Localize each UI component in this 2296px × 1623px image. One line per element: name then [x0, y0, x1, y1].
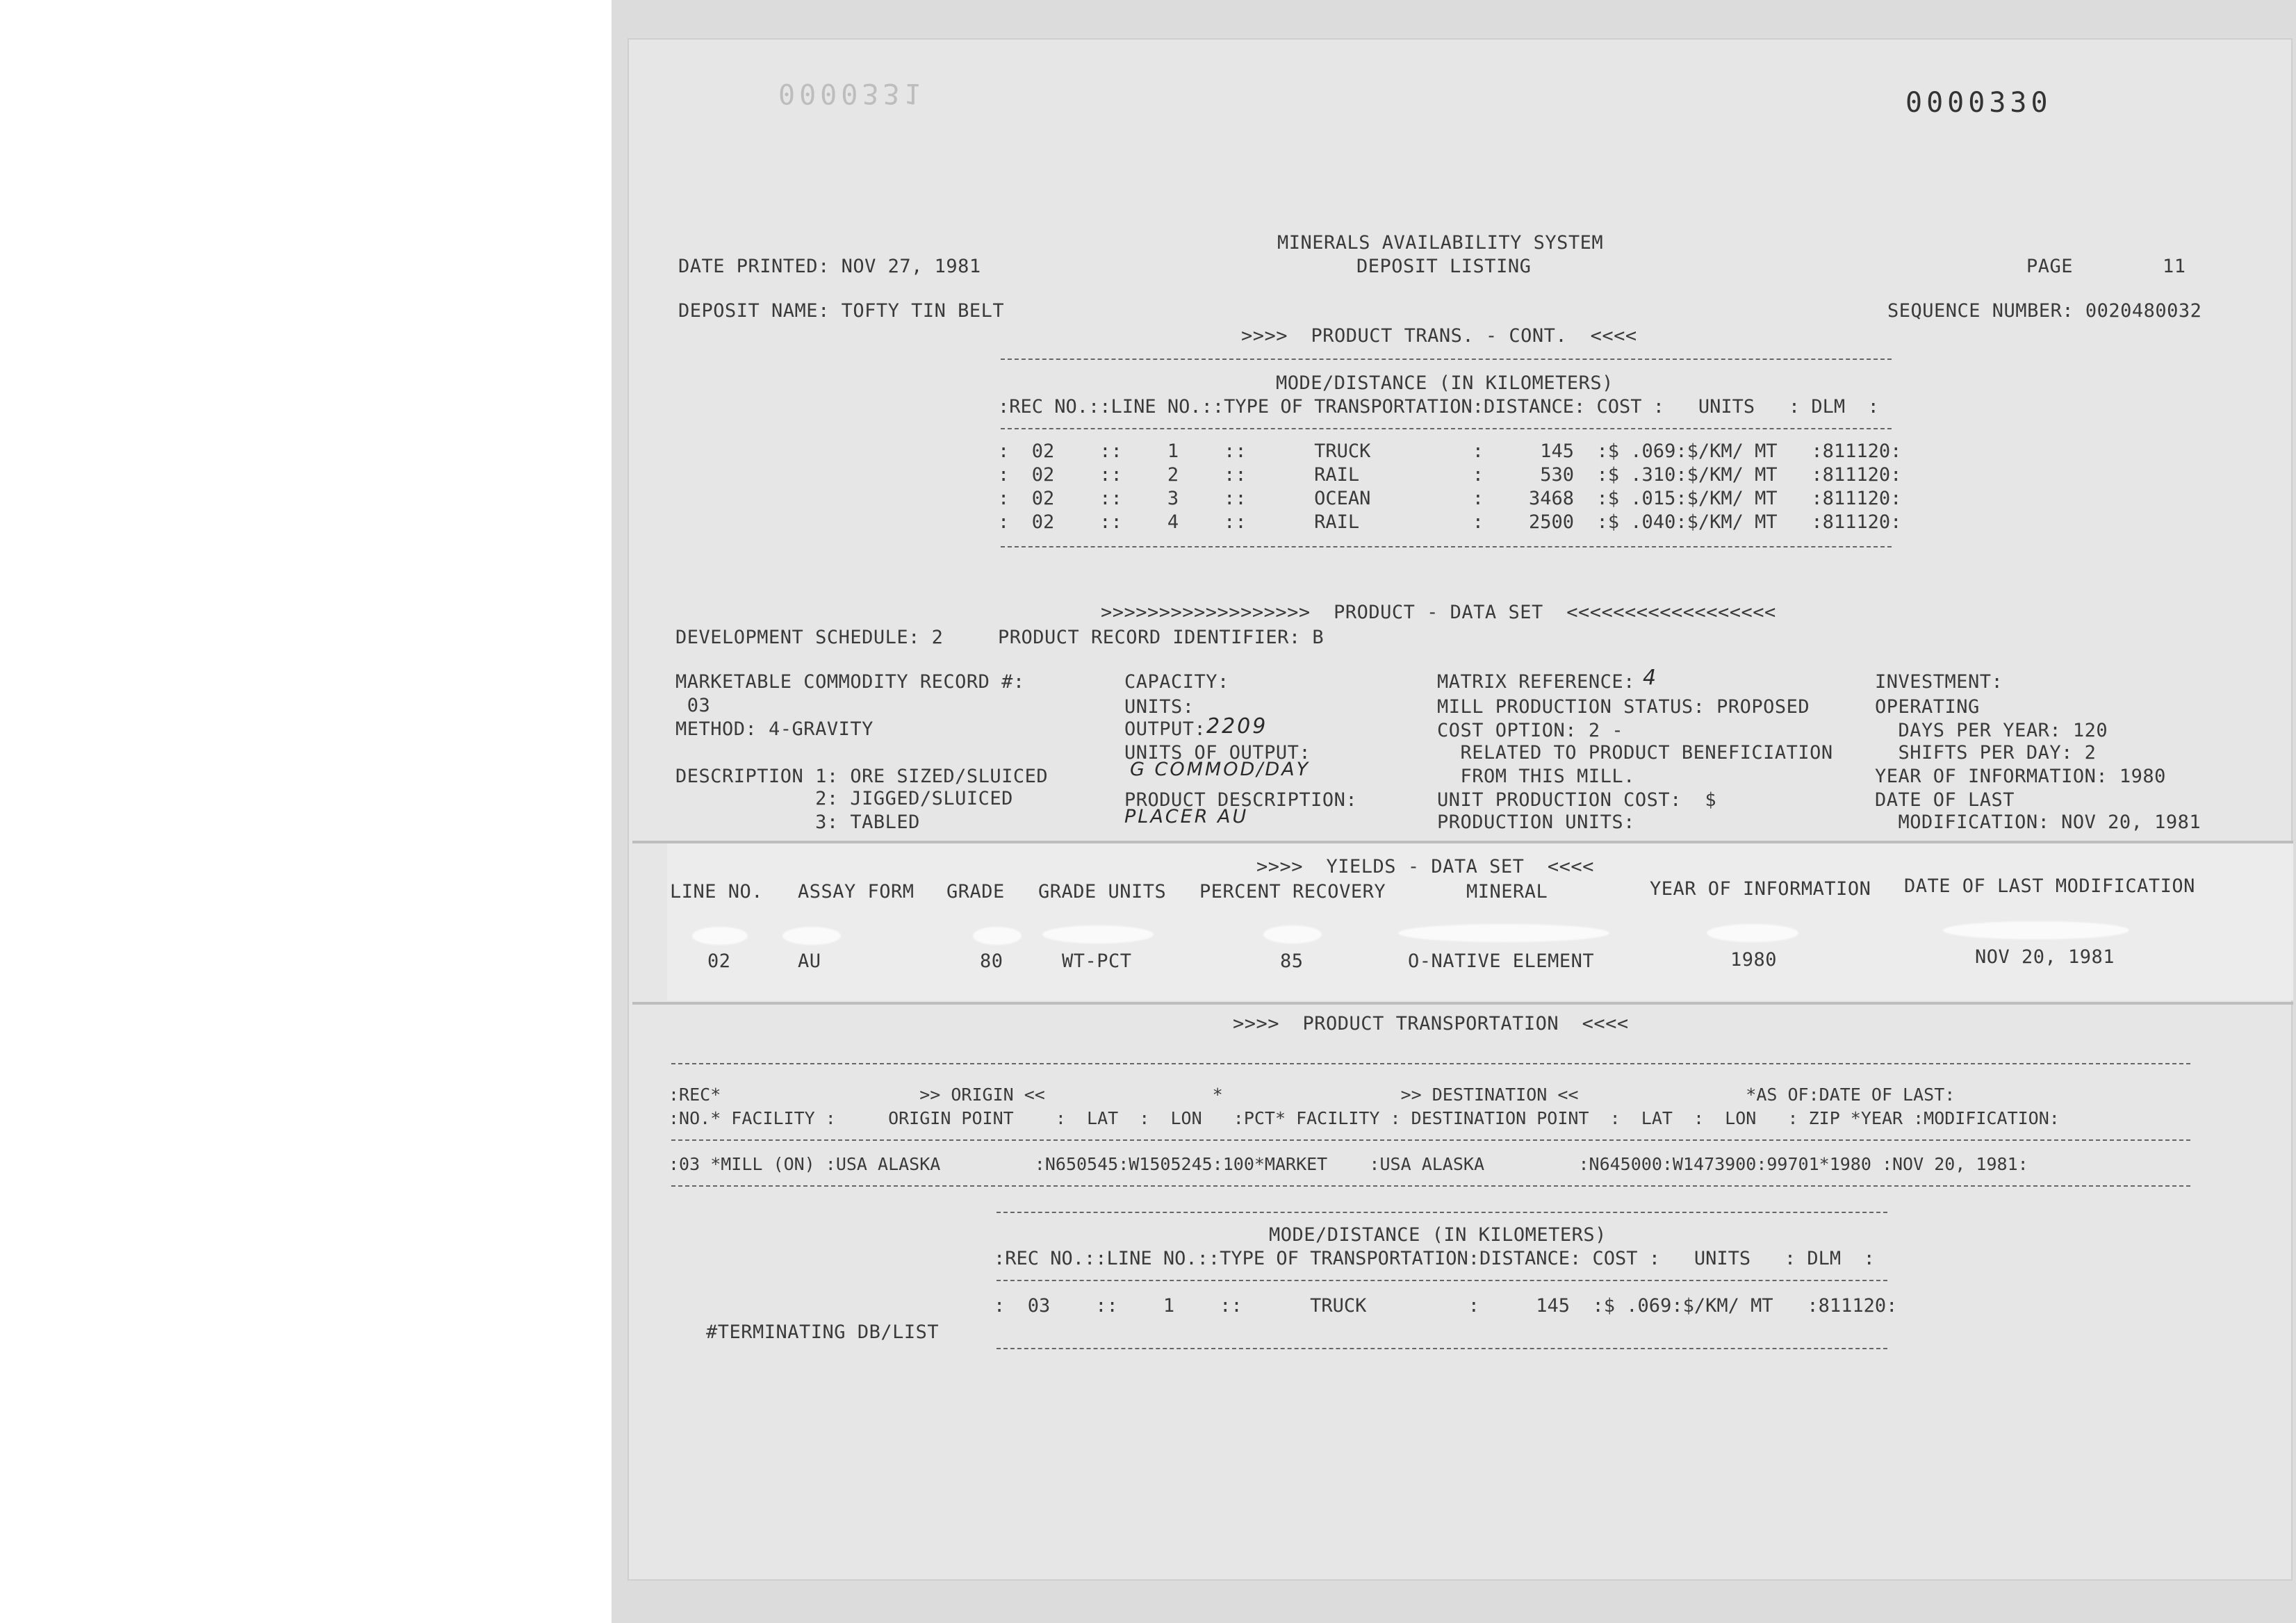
fold-line-lower — [632, 1002, 2293, 1005]
trans-cont-mode-title: MODE/DISTANCE (IN KILOMETERS) — [1276, 372, 1614, 394]
yields-header-percent-recovery: PERCENT RECOVERY — [1199, 881, 1386, 903]
product-col4-line: MODIFICATION: NOV 20, 1981 — [1875, 812, 2201, 833]
yields-date: NOV 20, 1981 — [1975, 946, 2115, 968]
correction-blot — [1398, 924, 1609, 942]
correction-blot — [1263, 925, 1322, 944]
yields-header-date: DATE OF LAST MODIFICATION — [1904, 875, 2195, 897]
product-col1-line: 2: JIGGED/SLUICED — [675, 788, 1013, 809]
transport-header-1: :REC* >> ORIGIN << * >> DESTINATION << *AS OF:DATE OF LAST: — [669, 1085, 1955, 1105]
yields-percent-recovery: 85 — [1280, 950, 1304, 972]
product-col1-line: MARKETABLE COMMODITY RECORD #: — [675, 671, 1025, 693]
table-row: : 03 :: 1 :: TRUCK : 145 :$ .069:$/KM/ MT :811120: — [994, 1295, 1898, 1317]
yields-grade: 80 — [980, 950, 1003, 972]
yields-header-grade: GRADE — [946, 881, 1005, 903]
listing-title: DEPOSIT LISTING — [1356, 256, 1532, 277]
page-number: 11 — [2163, 256, 2186, 277]
product-col4-line: INVESTMENT: — [1875, 671, 2003, 693]
trans-cont-title: >>>> PRODUCT TRANS. - CONT. <<<< — [1241, 325, 1637, 347]
product-col2-line: UNITS: — [1124, 696, 1195, 718]
product-record-identifier: PRODUCT RECORD IDENTIFIER: B — [998, 627, 1325, 648]
trans-cont-border-mid — [1001, 428, 1892, 429]
product-col2-line: CAPACITY: — [1124, 671, 1229, 693]
document-stamp-number: 0000330 — [1905, 87, 2052, 119]
correction-blot — [1707, 924, 1798, 942]
transport-border-bottom — [671, 1185, 2190, 1187]
yields-year: 1980 — [1730, 949, 1778, 971]
yields-header-grade-units: GRADE UNITS — [1038, 881, 1167, 903]
product-col1-line: 03 — [675, 695, 711, 716]
yields-header-line-no: LINE NO. — [670, 881, 764, 903]
handwritten-product-description: PLACER AU — [1124, 806, 1249, 827]
product-data-set-title: >>>>>>>>>>>>>>>>>> PRODUCT - DATA SET <<<<<<<<<<<<<<<<<< — [1101, 602, 1776, 623]
product-col2-line: UNITS OF OUTPUT: — [1124, 742, 1311, 764]
product-col3-line: FROM THIS MILL. — [1437, 766, 1635, 787]
handwritten-units-of-output: G COMMOD/DAY — [1130, 759, 1311, 780]
transport-header-2: :NO.* FACILITY : ORIGIN POINT : LAT : LON :PCT* FACILITY : DESTINATION POINT : LAT : LON : ZIP *YEAR :MODIFICATION: — [669, 1108, 2060, 1128]
mode-title: MODE/DISTANCE (IN KILOMETERS) — [1269, 1224, 1607, 1246]
yields-assay-form: AU — [798, 950, 821, 972]
sequence-number: SEQUENCE NUMBER: 0020480032 — [1887, 300, 2202, 322]
product-col1-line: METHOD: 4-GRAVITY — [675, 718, 874, 740]
table-row: : 02 :: 2 :: RAIL : 530 :$ .310:$/KM/ MT :811120: — [998, 464, 1902, 486]
table-row: : 02 :: 4 :: RAIL : 2500 :$ .040:$/KM/ MT :811120: — [998, 511, 1902, 533]
product-col1-line: 3: TABLED — [675, 812, 920, 833]
product-transportation-title: >>>> PRODUCT TRANSPORTATION <<<< — [1233, 1013, 1629, 1035]
mode-border-top — [997, 1212, 1887, 1213]
product-col2-line: OUTPUT: — [1124, 718, 1206, 740]
trans-cont-border-top — [1001, 359, 1892, 360]
product-col4-line: YEAR OF INFORMATION: 1980 — [1875, 766, 2166, 787]
correction-blot — [692, 927, 748, 945]
correction-blot — [973, 927, 1022, 945]
correction-blot — [782, 927, 841, 945]
fold-line-upper — [632, 841, 2293, 843]
transport-border-mid — [671, 1139, 2190, 1141]
yields-header-year: YEAR OF INFORMATION — [1650, 878, 1871, 900]
correction-blot — [1943, 921, 2129, 939]
deposit-name: DEPOSIT NAME: TOFTY TIN BELT — [678, 300, 1005, 322]
system-title: MINERALS AVAILABILITY SYSTEM — [1277, 232, 1604, 254]
yields-title: >>>> YIELDS - DATA SET <<<< — [1256, 856, 1594, 878]
faint-stamp-number: 0000331 — [778, 77, 925, 109]
transport-border-top — [671, 1063, 2190, 1064]
yields-grade-units: WT-PCT — [1062, 950, 1132, 972]
date-printed: DATE PRINTED: NOV 27, 1981 — [678, 256, 981, 277]
table-row: :03 *MILL (ON) :USA ALASKA :N650545:W1505245:100*MARKET :USA ALASKA :N645000:W1473900:99701*1980 :NOV 20, 1981: — [669, 1154, 2028, 1174]
yields-line-no: 02 — [707, 950, 731, 972]
correction-blot — [1042, 925, 1154, 944]
yields-header-mineral: MINERAL — [1466, 881, 1548, 903]
yields-header-assay-form: ASSAY FORM — [798, 881, 915, 903]
product-col3-line: RELATED TO PRODUCT BENEFICIATION — [1437, 742, 1833, 764]
handwritten-matrix-reference: 4 — [1643, 666, 1659, 690]
mode-columns: :REC NO.::LINE NO.::TYPE OF TRANSPORTATION:DISTANCE: COST : UNITS : DLM : — [994, 1248, 1875, 1269]
product-col4-line: OPERATING — [1875, 696, 1980, 718]
product-col3-line: PRODUCTION UNITS: — [1437, 812, 1635, 833]
product-col3-line: UNIT PRODUCTION COST: $ — [1437, 789, 1717, 811]
table-row: : 02 :: 1 :: TRUCK : 145 :$ .069:$/KM/ MT :811120: — [998, 440, 1902, 462]
mode-border-bottom — [997, 1348, 1887, 1349]
page-label: PAGE — [2026, 256, 2074, 277]
product-col2-line: PRODUCT DESCRIPTION: — [1124, 789, 1358, 811]
handwritten-output: 2209 — [1206, 714, 1268, 739]
table-row: : 02 :: 3 :: OCEAN : 3468 :$ .015:$/KM/ MT :811120: — [998, 488, 1902, 509]
development-schedule: DEVELOPMENT SCHEDULE: 2 — [675, 627, 944, 648]
product-col3-line: MATRIX REFERENCE: — [1437, 671, 1635, 693]
trans-cont-border-bottom — [1001, 546, 1892, 547]
product-col4-line: DAYS PER YEAR: 120 — [1875, 720, 2108, 741]
product-col4-line: DATE OF LAST — [1875, 789, 2015, 811]
product-col3-line: MILL PRODUCTION STATUS: PROPOSED — [1437, 696, 1810, 718]
product-col3-line: COST OPTION: 2 - — [1437, 720, 1624, 741]
product-col1-line: DESCRIPTION 1: ORE SIZED/SLUICED — [675, 766, 1049, 787]
trans-cont-columns: :REC NO.::LINE NO.::TYPE OF TRANSPORTATION:DISTANCE: COST : UNITS : DLM : — [998, 396, 1879, 418]
mode-border-mid — [997, 1280, 1887, 1281]
terminating-note: #TERMINATING DB/LIST — [706, 1321, 940, 1343]
product-col4-line: SHIFTS PER DAY: 2 — [1875, 742, 2097, 764]
yields-mineral: O-NATIVE ELEMENT — [1408, 950, 1595, 972]
